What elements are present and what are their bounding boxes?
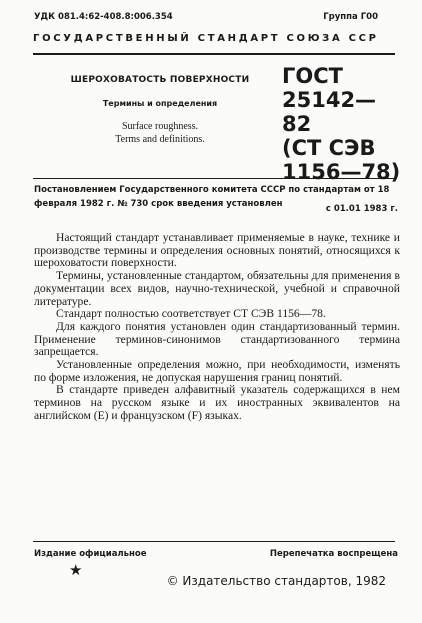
state-standard-heading: ГОСУДАРСТВЕННЫЙ СТАНДАРТ СОЮЗА ССР (33, 33, 379, 44)
body-paragraph: Установленные определения можно, при необходимости, изменять по форме изложения, не допуская нарушения границ понятий. (34, 358, 400, 384)
title-ru: ШЕРОХОВАТОСТЬ ПОВЕРХНОСТИ (70, 75, 250, 85)
body-paragraph: Стандарт полностью соответствует СТ СЭВ 1156—78. (56, 307, 326, 321)
title-en (55, 120, 265, 146)
body-paragraph: Для каждого понятия установлен один стандартизованный термин. Применение терминов-синонимов стандартизованного термина запрещается. (34, 319, 400, 359)
title-en-line1: Surface roughness. (121, 121, 199, 132)
title-block (55, 75, 265, 146)
footer-rule (33, 541, 395, 542)
body-paragraph: Настоящий стандарт устанавливает применяемые в науке, технике и производстве термины и определения основных понятий, относящихся к шероховатости поверхности. (34, 231, 400, 270)
gost-line4: 1156—78) (282, 160, 401, 184)
star-icon: ★ (69, 563, 83, 579)
gost-line2: 25142—82 (282, 88, 377, 136)
body-paragraph: В стандарте приведен алфавитный указатель содержащихся в нем терминов на русском языке и их иностранных эквивалентов на английском (Е) и французском (F) языках. (34, 383, 400, 422)
body-paragraph: Термины, установленные стандартом, обязательны для применения в документации всех видов, научно-технической, учебной и справочной литературе. (34, 269, 400, 308)
copyright-notice: © Издательство стандартов, 1982 (166, 574, 386, 588)
gost-number-block (282, 64, 402, 184)
decree-rule (33, 178, 395, 179)
group-code: Группа Г00 (323, 12, 378, 22)
gost-line3: (СТ СЭВ (282, 136, 376, 160)
reprint-prohibited-label: Перепечатка воспрещена (269, 549, 398, 559)
official-edition-label: Издание официальное (34, 549, 147, 559)
header-rule (33, 53, 395, 55)
effective-date: с 01.01 1983 г. (325, 204, 398, 214)
gost-line1: ГОСТ (282, 64, 343, 88)
decree-text: Постановлением Государственного комитета СССР по стандартам от 18 февраля 1982 г. № 730 срок введения установлен (34, 185, 390, 209)
body-text (34, 232, 400, 423)
udk-code: УДК 081.4:62-408.8:006.354 (34, 12, 173, 22)
subtitle-ru: Термины и определения (102, 99, 218, 108)
title-en-line2: Terms and definitions. (115, 134, 205, 145)
